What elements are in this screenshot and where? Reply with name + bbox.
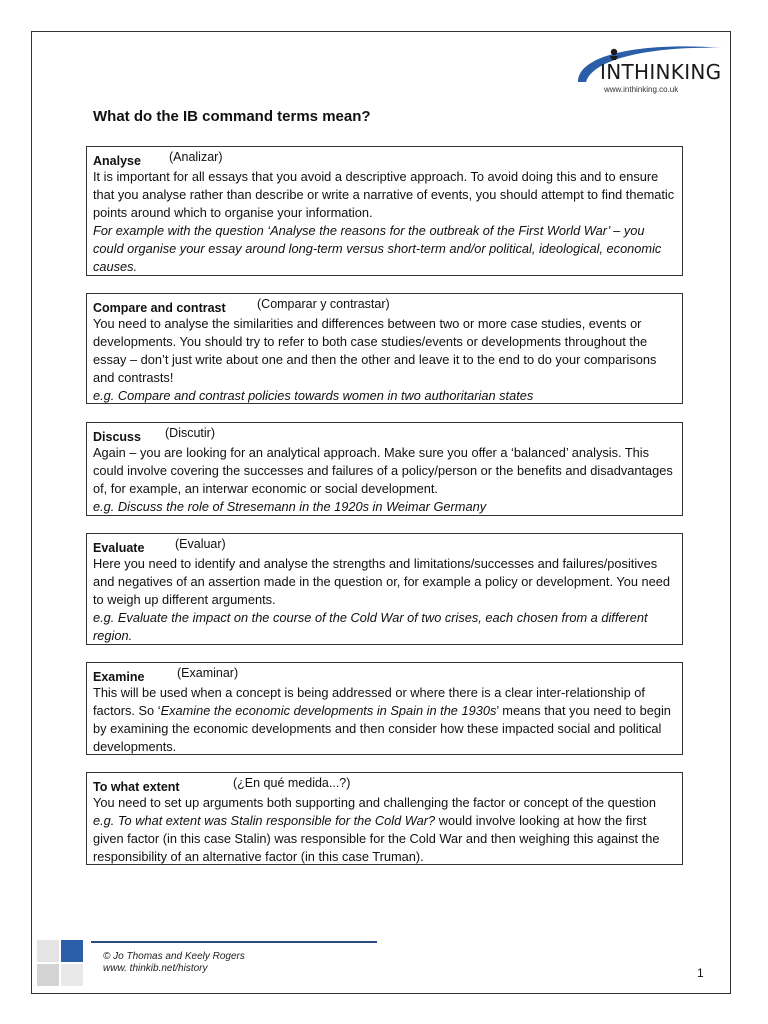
term-translation: (Examinar) bbox=[177, 666, 239, 680]
term-box-compare-and-contrast bbox=[86, 293, 683, 404]
page-number: 1 bbox=[697, 966, 704, 980]
term-translation: (¿En qué medida...?) bbox=[233, 776, 351, 790]
term-description-start: This will be used when a concept is being addressed or where there is a clear inter-relationship of factors. So ‘ bbox=[93, 685, 645, 718]
term-description: It is important for all essays that you avoid a descriptive approach. To avoid doing this and to ensure that you analyse rather than describe or write a narrative of events, you should attempt to find thematic points around which to organise your information. bbox=[93, 169, 675, 220]
term-example-inline: Examine the economic developments in Spain in the 1930s bbox=[160, 703, 497, 718]
footer-website: www. thinkib.net/history bbox=[103, 963, 208, 974]
term-name: Discuss bbox=[93, 430, 141, 444]
footer-squares-decoration bbox=[37, 940, 87, 990]
term-box-discuss bbox=[86, 422, 683, 516]
logo-url: www.inthinking.co.uk bbox=[604, 85, 679, 94]
logo-brand-text: INTHINKING bbox=[600, 60, 722, 84]
term-name: Evaluate bbox=[93, 541, 145, 555]
term-name: Compare and contrast bbox=[93, 301, 226, 315]
term-name: Analyse bbox=[93, 154, 141, 168]
term-description: Again – you are looking for an analytical approach. Make sure you offer a ‘balanced’ analysis. This could involve covering the successes and failures of a policy/person or the benefits and disadvantages of, for example, an interwar economic or social development. bbox=[93, 445, 673, 496]
term-description: Here you need to identify and analyse the strengths and limitations/successes and failures/positives and negatives of an assertion made in the question or, for example a policy or development. You need to weigh up different arguments. bbox=[93, 556, 670, 607]
term-box-evaluate bbox=[86, 533, 683, 645]
term-name: Examine bbox=[93, 670, 145, 684]
term-translation: (Evaluar) bbox=[175, 537, 226, 551]
term-name: To what extent bbox=[93, 780, 180, 794]
term-description bbox=[93, 684, 676, 756]
term-box-examine bbox=[86, 662, 683, 755]
term-example: For example with the question ‘Analyse the reasons for the outbreak of the First World War’ – you could organise your essay around long-term versus short-term and/or political, ideological, economic causes. bbox=[93, 223, 662, 274]
term-translation: (Comparar y contrastar) bbox=[257, 297, 390, 311]
term-example: e.g. Evaluate the impact on the course of the Cold War of two crises, each chosen from a different region. bbox=[93, 610, 648, 643]
term-example: e.g. Discuss the role of Stresemann in the 1920s in Weimar Germany bbox=[93, 499, 487, 514]
term-description-end: would involve looking at how the first given factor (in this case Stalin) was responsible for the Cold War and then weighing this against the responsibility of an alternative factor (in this case Truman). bbox=[93, 813, 660, 864]
term-description-end: ’ means that you need to begin by examining the economic developments and then consider how these impacted social and political developments. bbox=[93, 703, 671, 754]
term-example-inline: e.g. To what extent was Stalin responsible for the Cold War? bbox=[93, 813, 436, 828]
term-description-start: You need to set up arguments both supporting and challenging the factor or concept of the question bbox=[93, 795, 656, 810]
term-translation: (Analizar) bbox=[169, 150, 223, 164]
term-example: e.g. Compare and contrast policies towards women in two authoritarian states bbox=[93, 388, 534, 403]
term-description bbox=[93, 794, 676, 866]
term-description: You need to analyse the similarities and differences between two or more case studies, events or developments. You should try to refer to both case studies/events or developments throughout the essay – don’t just write about one and then the other and leave it to the end to do your comparisons and contrasts! bbox=[93, 316, 657, 385]
inthinking-logo bbox=[572, 38, 724, 100]
term-box-to-what-extent bbox=[86, 772, 683, 865]
footer-copyright: © Jo Thomas and Keely Rogers bbox=[103, 951, 245, 962]
page-title: What do the IB command terms mean? bbox=[93, 108, 371, 125]
term-translation: (Discutir) bbox=[165, 426, 215, 440]
term-box-analyse bbox=[86, 146, 683, 276]
footer-credits bbox=[103, 951, 245, 975]
footer-divider bbox=[91, 941, 377, 943]
